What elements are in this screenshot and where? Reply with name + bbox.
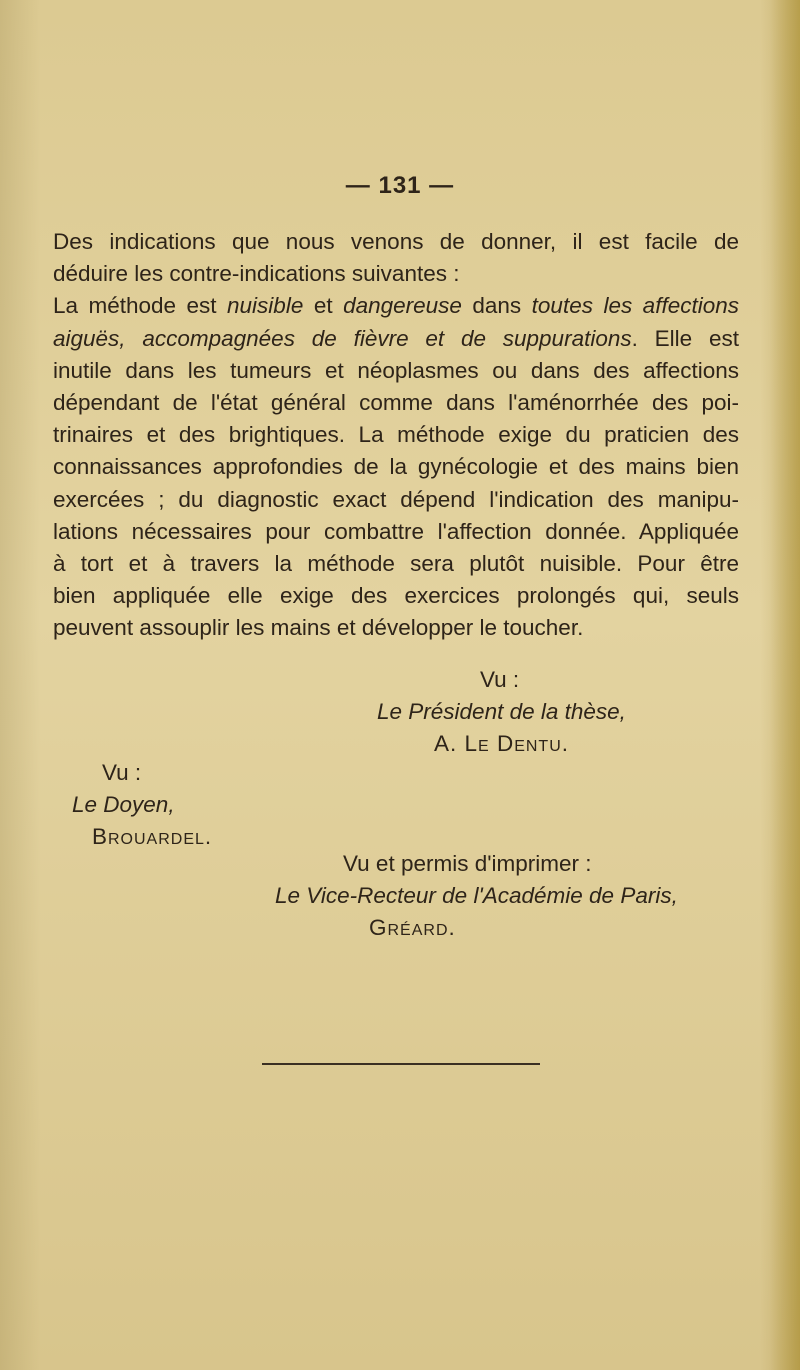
president-vu-label: Vu :: [480, 667, 520, 692]
text-line: [53, 580, 739, 612]
text-line: [53, 548, 739, 580]
text-line: [53, 451, 739, 483]
text-line: [53, 484, 739, 516]
paragraph: [53, 226, 739, 290]
text-run: peuvent assouplir les mains et développer le toucher.: [53, 615, 584, 641]
body-text: [53, 226, 739, 645]
text-line: [53, 355, 739, 387]
text-run: La méthode est: [53, 293, 228, 319]
text-line: [53, 226, 739, 258]
vice-recteur-title: Le Vice-Recteur de l'Académie de Paris,: [275, 883, 678, 908]
text-run: à tort et à travers la méthode sera plutôt nuisible. Pour être: [53, 551, 739, 577]
text-run: bien appliquée elle exige des exercices prolongés qui, seuls: [53, 583, 739, 609]
italic-text: aiguës, accompagnées de fièvre et de suppurations: [53, 325, 632, 351]
text-line: [53, 387, 739, 419]
page-number: — 131 —: [345, 172, 455, 199]
text-run: lations nécessaires pour combattre l'affection donnée. Appliquée: [53, 518, 739, 544]
text-line: [53, 258, 739, 290]
text-run: dépendant de l'état général comme dans l'aménorrhée des poi-: [53, 390, 739, 416]
text-run: trinaires et des brightiques. La méthode exige du praticien des: [53, 422, 739, 448]
text-run: déduire les contre-indications suivantes :: [53, 261, 460, 287]
text-line: [53, 612, 739, 644]
text-line: [53, 323, 739, 355]
vice-recteur-name: Gréard.: [369, 915, 456, 940]
text-run: Des indications que nous venons de donner, il est facile de: [53, 229, 739, 254]
closing-rule: [262, 1063, 540, 1065]
italic-text: dangereuse: [343, 293, 462, 319]
doyen-name: Brouardel.: [92, 824, 213, 849]
text-run: . Elle est: [631, 325, 739, 351]
text-run: dans: [461, 293, 532, 319]
president-name: A. Le Dentu.: [434, 731, 570, 756]
text-run: connaissances approfondies de la gynécologie et des mains bien: [53, 454, 739, 480]
text-run: inutile dans les tumeurs et néoplasmes ou dans des affections: [53, 357, 739, 383]
paragraph: [53, 290, 739, 644]
president-title: Le Président de la thèse,: [377, 699, 626, 724]
italic-text: toutes les affections: [531, 293, 739, 319]
doyen-vu-label: Vu :: [102, 760, 142, 785]
text-run: et: [303, 293, 344, 319]
text-line: [53, 419, 739, 451]
text-line: [53, 290, 739, 322]
italic-text: nuisible: [227, 293, 304, 319]
vice-recteur-vu-label: Vu et permis d'imprimer :: [343, 851, 592, 876]
text-run: exercées ; du diagnostic exact dépend l'indication des manipu-: [53, 486, 739, 512]
text-line: [53, 516, 739, 548]
page-edge-shadow: [770, 0, 800, 1370]
doyen-title: Le Doyen,: [72, 792, 175, 817]
